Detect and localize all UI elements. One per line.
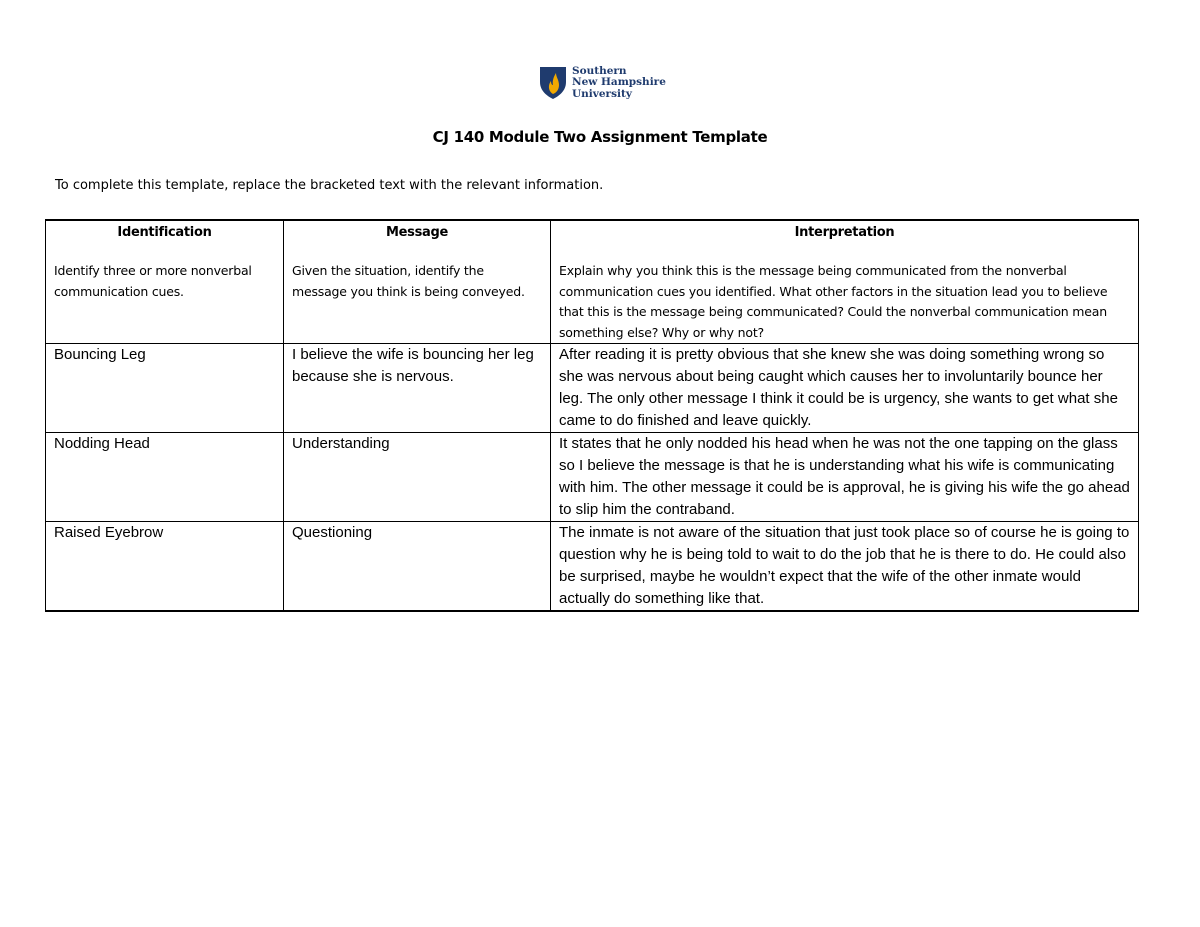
header-identification-title: Identification — [117, 225, 212, 240]
header-interpretation-title: Interpretation — [794, 225, 895, 240]
cell-interpretation[interactable]: The inmate is not aware of the situation that just took place so of course he is going to question why he is being told to wait to do the job that he is there to do. He could also be surprised, maybe he wouldn’t expect that the wife of the other inmate would actually do something like that. — [551, 522, 1139, 612]
header-message-title: Message — [385, 225, 449, 240]
logo-line-3: University — [572, 87, 632, 100]
header-interpretation — [551, 220, 1139, 344]
cell-interpretation[interactable]: After reading it is pretty obvious that she knew she was doing something wrong so she was nervous about being caught which causes her to involuntarily bounce her leg. The only other message I think it could be is urgency, she wants to get what she came to do finished and leave quickly. — [551, 344, 1139, 433]
header-message-description: Given the situation, identify the message you think is being conveyed. — [292, 263, 525, 299]
header-identification — [46, 220, 284, 344]
header-identification-description: Identify three or more nonverbal communication cues. — [54, 263, 252, 299]
cues-table — [45, 219, 1139, 612]
logo-line-2: New Hampshire — [572, 76, 666, 89]
document-title: CJ 140 Module Two Assignment Template — [432, 128, 768, 146]
cell-message[interactable]: Questioning — [284, 522, 551, 612]
logo-wordmark — [572, 66, 666, 101]
table-row — [46, 522, 1139, 612]
instructions-text: To complete this template, replace the bracketed text with the relevant information. — [55, 178, 604, 193]
cell-identification[interactable]: Bouncing Leg — [46, 344, 284, 433]
university-logo — [539, 64, 666, 102]
cell-message[interactable]: I believe the wife is bouncing her leg because she is nervous. — [284, 344, 551, 433]
logo-line-1: Southern — [572, 64, 627, 77]
cell-interpretation[interactable]: It states that he only nodded his head when he was not the one tapping on the glass so I believe the message is that he is understanding what his wife is communicating with him. The other message it could be is approval, he is giving his wife the go ahead to slip him the contraband. — [551, 433, 1139, 522]
cell-identification[interactable]: Nodding Head — [46, 433, 284, 522]
table-header-row — [46, 220, 1139, 344]
cell-identification[interactable]: Raised Eyebrow — [46, 522, 284, 612]
table-row — [46, 344, 1139, 433]
header-interpretation-description: Explain why you think this is the message being communicated from the nonverbal communication cues you identified. What other factors in the situation lead you to believe that this is the message being communicated? Could the nonverbal communication mean something else? Why or why not? — [559, 263, 1108, 340]
header-message — [284, 220, 551, 344]
cell-message[interactable]: Understanding — [284, 433, 551, 522]
flame-shield-icon — [539, 66, 567, 100]
table-row — [46, 433, 1139, 522]
